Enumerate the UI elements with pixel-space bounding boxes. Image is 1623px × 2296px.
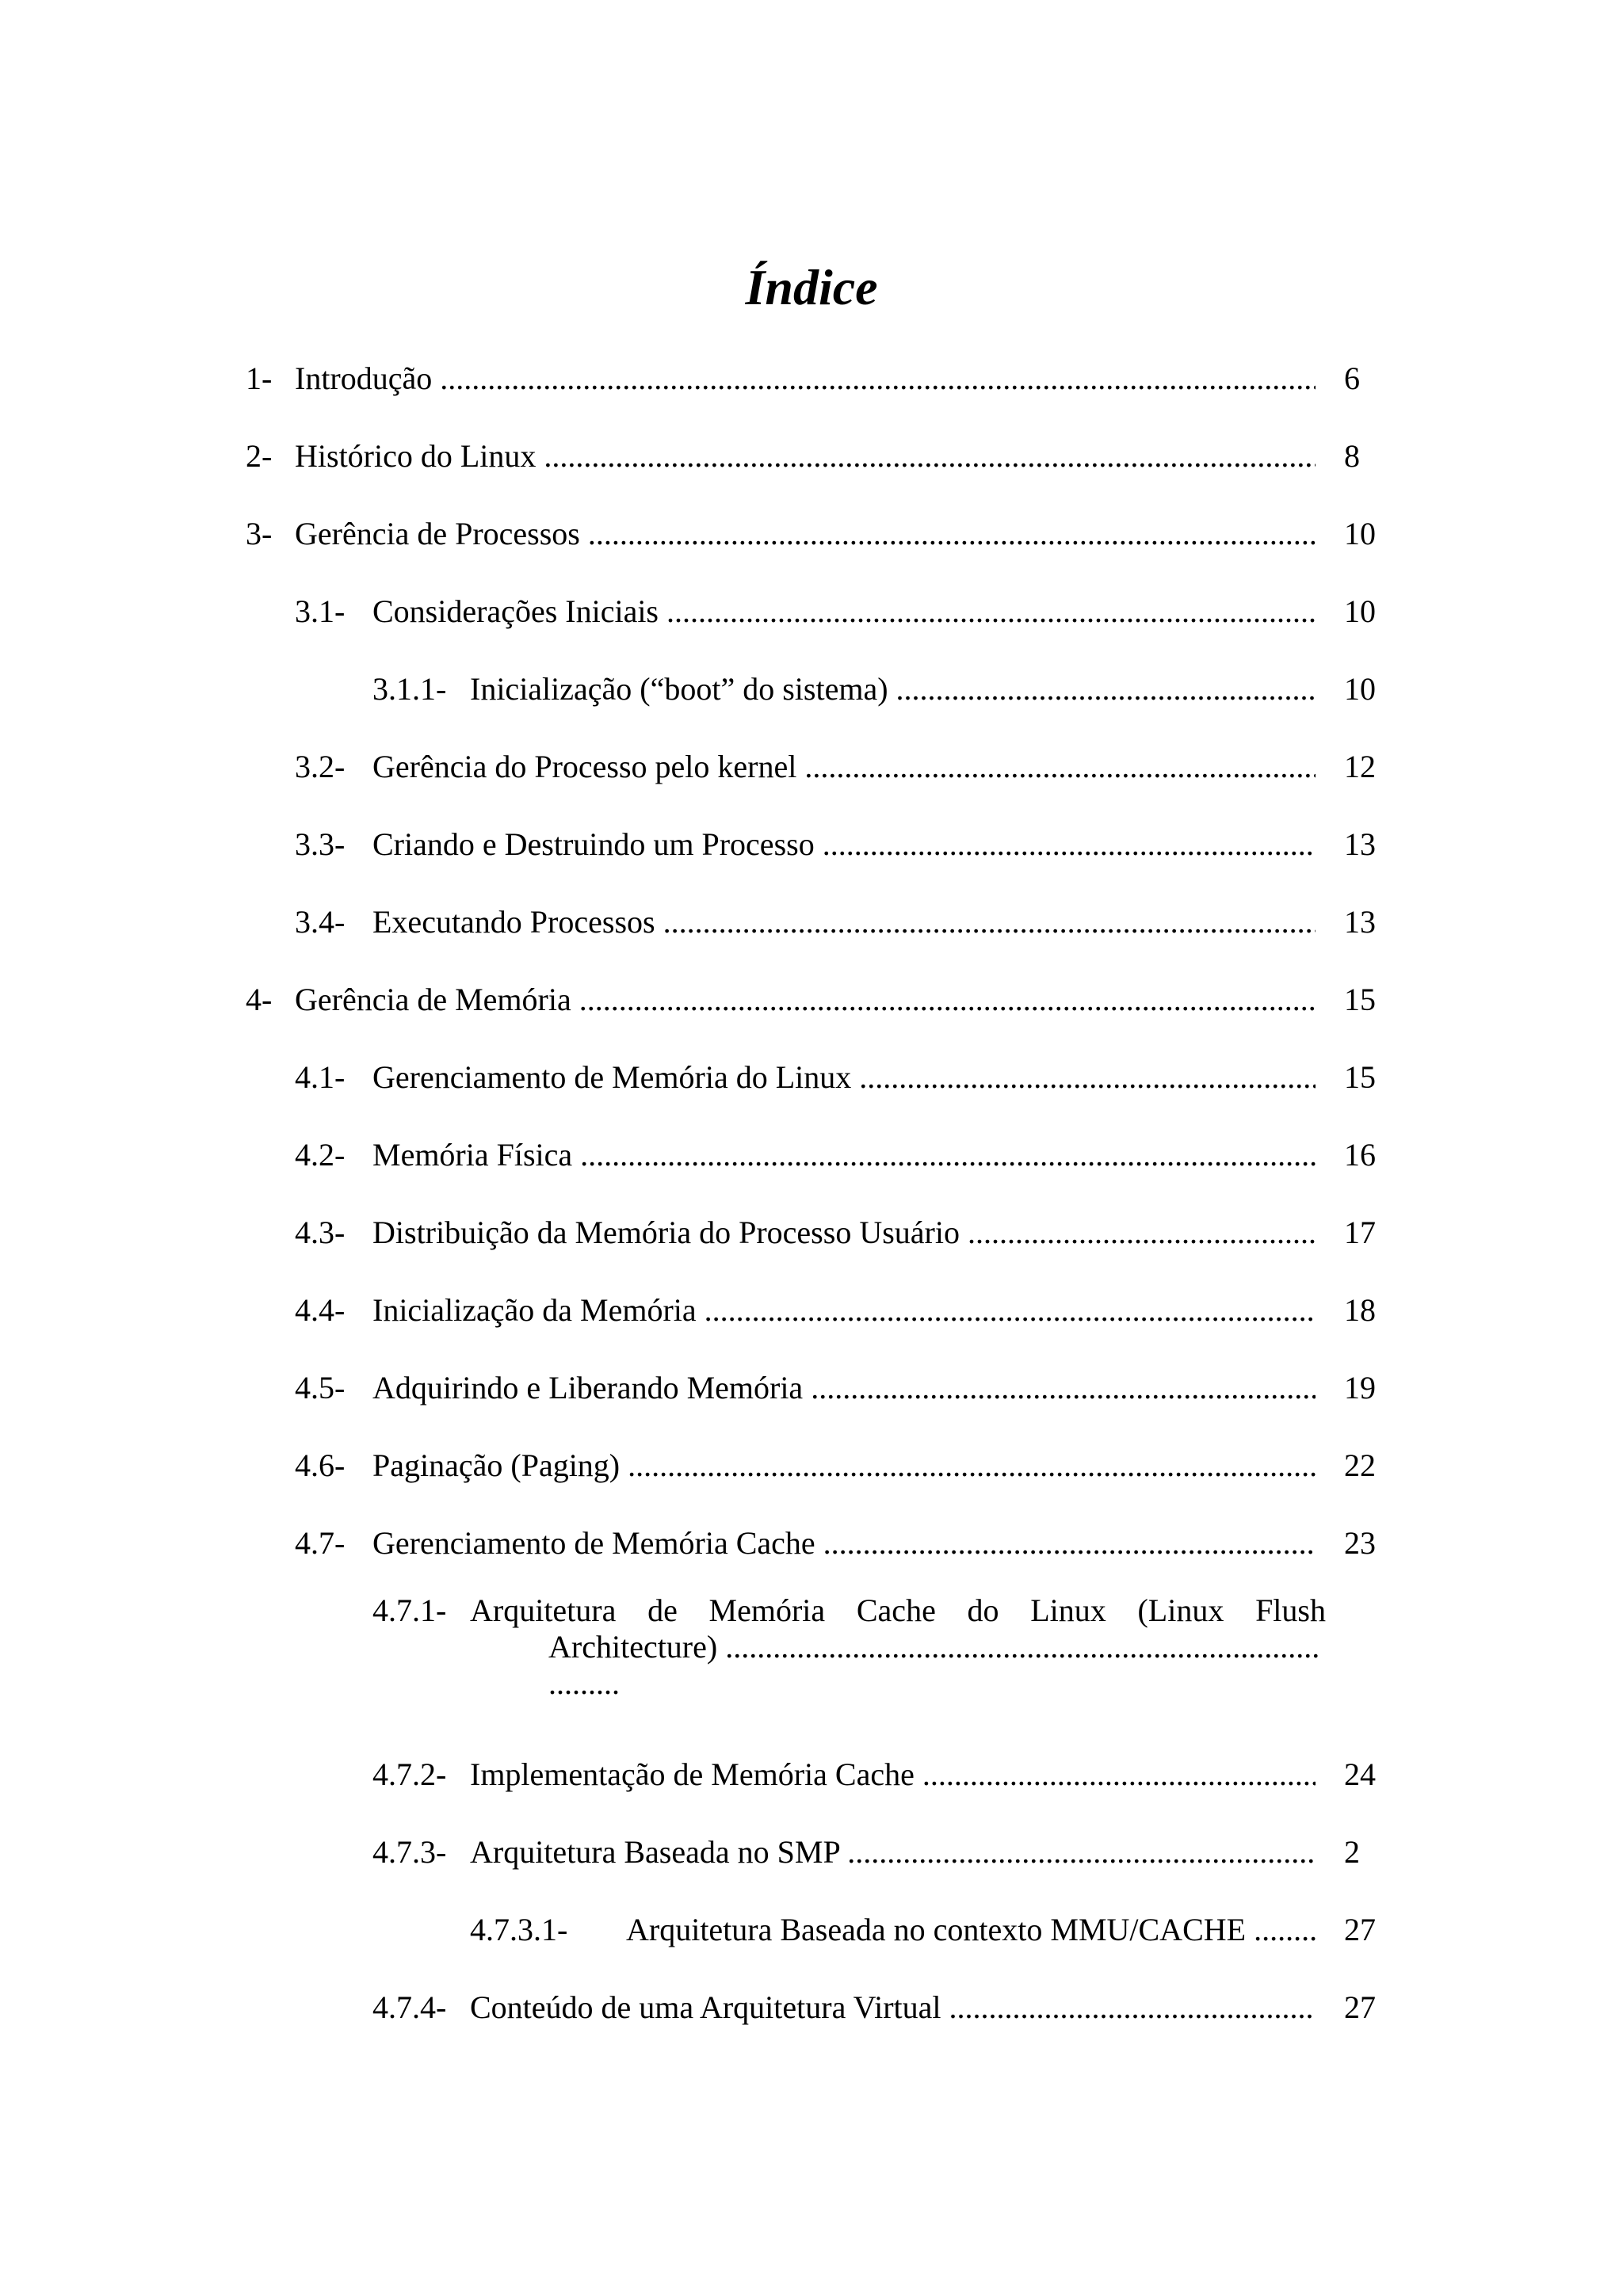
- toc-entry-page: 13: [1344, 826, 1376, 862]
- toc-entry-number: 4.7.3-: [372, 1834, 447, 1870]
- toc-entry-number: 4.6-: [295, 1447, 346, 1483]
- toc-entry-page: 8: [1344, 438, 1360, 474]
- toc-entry-number: 3.4-: [295, 904, 346, 940]
- toc-entry-page: 18: [1344, 1292, 1376, 1328]
- toc-entry-page: 22: [1344, 1447, 1376, 1483]
- toc-entry-number: 1-: [246, 360, 273, 396]
- toc-entry-number: 2-: [246, 438, 273, 474]
- toc-entry-number: 4.4-: [295, 1292, 346, 1328]
- toc-entry-number: 4.7-: [295, 1525, 346, 1561]
- toc-entry-number: 3.1-: [295, 593, 346, 629]
- toc-entry-number: 3.1.1-: [372, 671, 447, 707]
- page-title: Índice: [745, 259, 878, 315]
- toc-entry-word: Linux: [1030, 1592, 1106, 1628]
- toc-entry-word: Arquitetura: [470, 1592, 617, 1628]
- toc-entry-title: Considerações Iniciais .....: [372, 588, 1316, 635]
- toc-entry-number: 4.1-: [295, 1059, 346, 1095]
- toc-entry-number: 4.2-: [295, 1137, 346, 1173]
- toc-entry-page: 19: [1344, 1370, 1376, 1405]
- toc-entry-title: Gerência do Processo pelo kernel .....: [372, 743, 1316, 791]
- toc-entry-page: 10: [1344, 671, 1376, 707]
- toc-entry-word: Memória: [708, 1592, 826, 1628]
- toc-entry-page: 2: [1344, 1834, 1360, 1870]
- toc-entry-page: 10: [1344, 516, 1376, 551]
- toc-entry-number: 4.3-: [295, 1215, 346, 1250]
- toc-entry-title: Adquirindo e Liberando Memória .....: [372, 1364, 1316, 1412]
- toc-entry-title: Gerência de Processos .....: [295, 510, 1316, 558]
- toc-entry-title: Inicialização (“boot” do sistema) .....: [470, 666, 1316, 713]
- toc-entry-title: Histórico do Linux .....: [295, 433, 1316, 480]
- toc-entry-number: 4.7.4-: [372, 1989, 447, 2025]
- toc-entry-word: (Linux: [1137, 1592, 1224, 1628]
- toc-entry-number: 4-: [246, 982, 273, 1017]
- toc-entry-page: 6: [1344, 360, 1360, 396]
- toc-entry-page: 24: [1344, 1756, 1376, 1792]
- toc-entry-number: 3.2-: [295, 749, 346, 784]
- toc-entry-number: 3-: [246, 516, 273, 551]
- toc-entry-title: Paginação (Paging) .....: [372, 1442, 1316, 1489]
- toc-entry-wrapped: [0, 1592, 1623, 1735]
- toc-entry-number: 4.5-: [295, 1370, 346, 1405]
- toc-entry-number: 4.7.1-: [372, 1592, 447, 1628]
- toc-entry-page: 27: [1344, 1912, 1376, 1947]
- toc-entry-word: Cache: [856, 1592, 936, 1628]
- toc-entry-title: Gerência de Memória .....: [295, 976, 1316, 1024]
- toc-entry-title: Inicialização da Memória .....: [372, 1287, 1316, 1334]
- toc-entry-page: 15: [1344, 1059, 1376, 1095]
- toc-entry-page: 16: [1344, 1137, 1376, 1173]
- toc-entry-page: 12: [1344, 749, 1376, 784]
- toc-entry-title: Arquitetura Baseada no SMP .....: [470, 1829, 1316, 1876]
- toc-entry-title: Conteúdo de uma Arquitetura Virtual .....: [470, 1984, 1316, 2031]
- toc-entry-page: 23: [1344, 1525, 1376, 1561]
- toc-entry-title: Gerenciamento de Memória do Linux .....: [372, 1054, 1316, 1101]
- toc-entry-title-line: [470, 1592, 1326, 1629]
- toc-entry-word: Flush: [1255, 1592, 1326, 1628]
- toc-entry-title: Memória Física .....: [372, 1131, 1316, 1179]
- toc-entry-word: de: [647, 1592, 678, 1628]
- toc-entry-title: Arquitetura Baseada no contexto MMU/CACHE .....: [626, 1906, 1316, 1954]
- toc-entry-title: Criando e Destruindo um Processo .....: [372, 821, 1316, 868]
- toc-entry-title: Executando Processos .....: [372, 898, 1316, 946]
- toc-entry-title: Introdução .....: [295, 355, 1316, 402]
- toc-entry-title: Gerenciamento de Memória Cache .....: [372, 1520, 1316, 1567]
- toc-entry-number: 4.7.3.1-: [470, 1912, 568, 1947]
- toc-entry-number: 4.7.2-: [372, 1756, 447, 1792]
- toc-entry-title: Distribuição da Memória do Processo Usuário .....: [372, 1209, 1316, 1257]
- toc-entry-word: do: [967, 1592, 999, 1628]
- toc-entry-page: 17: [1344, 1215, 1376, 1250]
- toc-entry-number: 3.3-: [295, 826, 346, 862]
- toc-entry-title-continuation: Architecture) .....: [548, 1629, 1319, 1665]
- toc-entry-page: 15: [1344, 982, 1376, 1017]
- toc-entry-title: Implementação de Memória Cache .....: [470, 1751, 1316, 1798]
- toc-entry-leader: .........: [548, 1665, 620, 1701]
- toc-entry-page: 10: [1344, 593, 1376, 629]
- toc-entry-page: 27: [1344, 1989, 1376, 2025]
- toc-entry-page: 13: [1344, 904, 1376, 940]
